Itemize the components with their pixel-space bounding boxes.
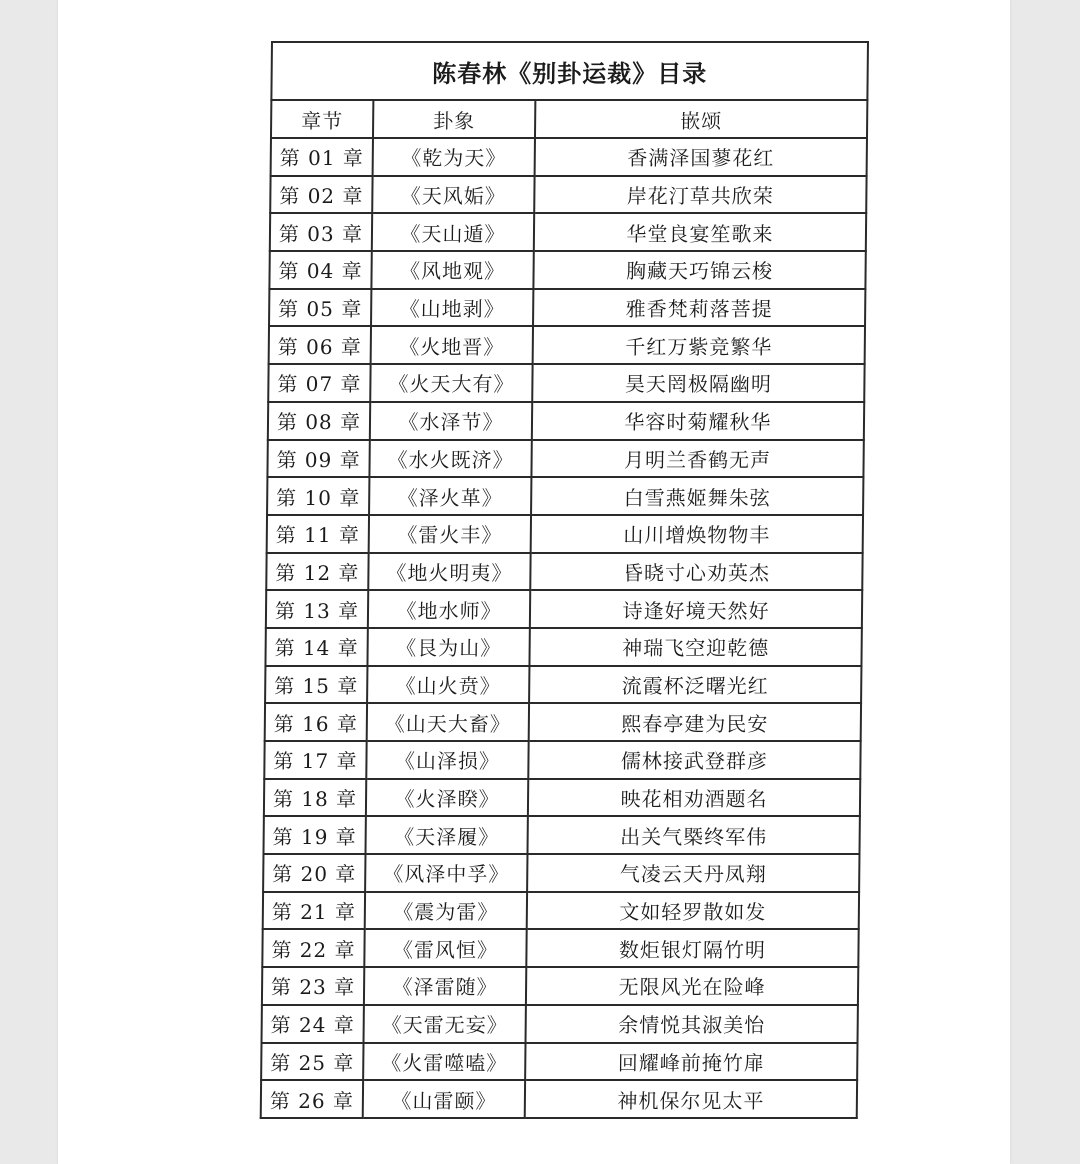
chapter-cell: 第 14 章 bbox=[265, 628, 367, 666]
table-row bbox=[270, 213, 866, 251]
table-row bbox=[265, 703, 861, 741]
chapter-cell: 第 18 章 bbox=[264, 779, 366, 817]
table-row bbox=[268, 402, 864, 440]
hexagram-cell: 《山地剥》 bbox=[371, 289, 533, 327]
header-verse: 嵌颂 bbox=[535, 100, 867, 138]
document-title: 陈春林《别卦运裁》目录 bbox=[271, 42, 868, 100]
table-row bbox=[267, 440, 863, 478]
header-hexagram: 卦象 bbox=[373, 100, 535, 138]
chapter-cell: 第 23 章 bbox=[262, 967, 364, 1005]
chapter-cell: 第 21 章 bbox=[263, 892, 365, 930]
table-row bbox=[262, 967, 858, 1005]
table-row bbox=[267, 477, 863, 515]
verse-cell: 气凌云天丹凤翔 bbox=[527, 854, 859, 892]
hexagram-cell: 《山天大畜》 bbox=[367, 703, 529, 741]
hexagram-cell: 《水火既济》 bbox=[369, 440, 531, 478]
verse-cell: 岸花汀草共欣荣 bbox=[534, 176, 866, 214]
header-chapter: 章节 bbox=[271, 100, 373, 138]
table-row bbox=[267, 515, 863, 553]
table-row bbox=[262, 929, 858, 967]
chapter-cell: 第 01 章 bbox=[271, 138, 373, 176]
verse-cell: 千红万紫竞繁华 bbox=[533, 326, 865, 364]
document-page bbox=[58, 0, 1010, 1164]
title-row bbox=[271, 42, 868, 100]
chapter-cell: 第 02 章 bbox=[270, 176, 372, 214]
chapter-cell: 第 12 章 bbox=[266, 553, 368, 591]
chapter-cell: 第 25 章 bbox=[261, 1043, 363, 1081]
table-row bbox=[261, 1043, 857, 1081]
verse-cell: 华容时菊耀秋华 bbox=[532, 402, 864, 440]
verse-cell: 流霞杯泛曙光红 bbox=[529, 666, 861, 704]
chapter-cell: 第 06 章 bbox=[269, 326, 371, 364]
verse-cell: 余情悦其淑美怡 bbox=[526, 1005, 858, 1043]
hexagram-cell: 《地火明夷》 bbox=[368, 553, 530, 591]
chapter-cell: 第 07 章 bbox=[268, 364, 370, 402]
hexagram-cell: 《雷风恒》 bbox=[364, 929, 526, 967]
verse-cell: 儒林接武登群彦 bbox=[528, 741, 860, 779]
table-row bbox=[264, 779, 860, 817]
verse-cell: 胸藏天巧锦云梭 bbox=[533, 251, 865, 289]
verse-cell: 数炬银灯隔竹明 bbox=[526, 929, 858, 967]
hexagram-cell: 《艮为山》 bbox=[367, 628, 529, 666]
chapter-cell: 第 19 章 bbox=[263, 816, 365, 854]
hexagram-cell: 《水泽节》 bbox=[370, 402, 532, 440]
hexagram-cell: 《天风姤》 bbox=[372, 176, 534, 214]
chapter-cell: 第 11 章 bbox=[267, 515, 369, 553]
chapter-cell: 第 05 章 bbox=[269, 289, 371, 327]
table-row bbox=[264, 741, 860, 779]
verse-cell: 山川增焕物物丰 bbox=[531, 515, 863, 553]
chapter-cell: 第 15 章 bbox=[265, 666, 367, 704]
table-row bbox=[269, 289, 865, 327]
hexagram-cell: 《天雷无妄》 bbox=[364, 1005, 526, 1043]
chapter-cell: 第 03 章 bbox=[270, 213, 372, 251]
verse-cell: 昏晓寸心劝英杰 bbox=[530, 553, 862, 591]
chapter-cell: 第 08 章 bbox=[268, 402, 370, 440]
verse-cell: 雅香梵莉落菩提 bbox=[533, 289, 865, 327]
table-row bbox=[266, 590, 862, 628]
hexagram-cell: 《山泽损》 bbox=[366, 741, 528, 779]
verse-cell: 熙春亭建为民安 bbox=[529, 703, 861, 741]
verse-cell: 文如轻罗散如发 bbox=[527, 892, 859, 930]
table-row bbox=[262, 1005, 858, 1043]
verse-cell: 华堂良宴笙歌来 bbox=[534, 213, 866, 251]
table-row bbox=[265, 666, 861, 704]
chapter-cell: 第 22 章 bbox=[262, 929, 364, 967]
toc-table bbox=[260, 41, 869, 1119]
chapter-cell: 第 16 章 bbox=[265, 703, 367, 741]
hexagram-cell: 《雷火丰》 bbox=[369, 515, 531, 553]
verse-cell: 诗逢好境天然好 bbox=[530, 590, 862, 628]
table-row bbox=[269, 251, 865, 289]
chapter-cell: 第 09 章 bbox=[267, 440, 369, 478]
chapter-cell: 第 20 章 bbox=[263, 854, 365, 892]
hexagram-cell: 《天泽履》 bbox=[365, 816, 527, 854]
hexagram-cell: 《山雷颐》 bbox=[363, 1080, 525, 1118]
table-row bbox=[263, 892, 859, 930]
table-row bbox=[263, 816, 859, 854]
table-row bbox=[263, 854, 859, 892]
verse-cell: 映花相劝酒题名 bbox=[528, 779, 860, 817]
hexagram-cell: 《风泽中孚》 bbox=[365, 854, 527, 892]
chapter-cell: 第 10 章 bbox=[267, 477, 369, 515]
hexagram-cell: 《泽雷随》 bbox=[364, 967, 526, 1005]
hexagram-cell: 《火雷噬嗑》 bbox=[363, 1043, 525, 1081]
table-row bbox=[266, 553, 862, 591]
verse-cell: 昊天罔极隔幽明 bbox=[532, 364, 864, 402]
table-row bbox=[261, 1080, 857, 1118]
hexagram-cell: 《山火贲》 bbox=[367, 666, 529, 704]
table-row bbox=[265, 628, 861, 666]
verse-cell: 无限风光在险峰 bbox=[526, 967, 858, 1005]
chapter-cell: 第 24 章 bbox=[262, 1005, 364, 1043]
table-row bbox=[271, 138, 867, 176]
chapter-cell: 第 04 章 bbox=[269, 251, 371, 289]
chapter-cell: 第 26 章 bbox=[261, 1080, 363, 1118]
table-row bbox=[269, 326, 865, 364]
header-row bbox=[271, 100, 867, 138]
verse-cell: 神瑞飞空迎乾德 bbox=[529, 628, 861, 666]
hexagram-cell: 《地水师》 bbox=[368, 590, 530, 628]
verse-cell: 出关气槩终军伟 bbox=[527, 816, 859, 854]
hexagram-cell: 《天山遁》 bbox=[372, 213, 534, 251]
table-row bbox=[268, 364, 864, 402]
verse-cell: 香满泽国蓼花红 bbox=[535, 138, 867, 176]
hexagram-cell: 《火泽睽》 bbox=[366, 779, 528, 817]
verse-cell: 神机保尔见太平 bbox=[525, 1080, 857, 1118]
hexagram-cell: 《震为雷》 bbox=[365, 892, 527, 930]
hexagram-cell: 《风地观》 bbox=[371, 251, 533, 289]
verse-cell: 白雪燕姬舞朱弦 bbox=[531, 477, 863, 515]
verse-cell: 月明兰香鹤无声 bbox=[531, 440, 863, 478]
chapter-cell: 第 13 章 bbox=[266, 590, 368, 628]
hexagram-cell: 《乾为天》 bbox=[373, 138, 535, 176]
hexagram-cell: 《火地晋》 bbox=[371, 326, 533, 364]
hexagram-cell: 《泽火革》 bbox=[369, 477, 531, 515]
table-row bbox=[270, 176, 866, 214]
hexagram-cell: 《火天大有》 bbox=[370, 364, 532, 402]
chapter-cell: 第 17 章 bbox=[264, 741, 366, 779]
verse-cell: 回耀峰前掩竹扉 bbox=[525, 1043, 857, 1081]
